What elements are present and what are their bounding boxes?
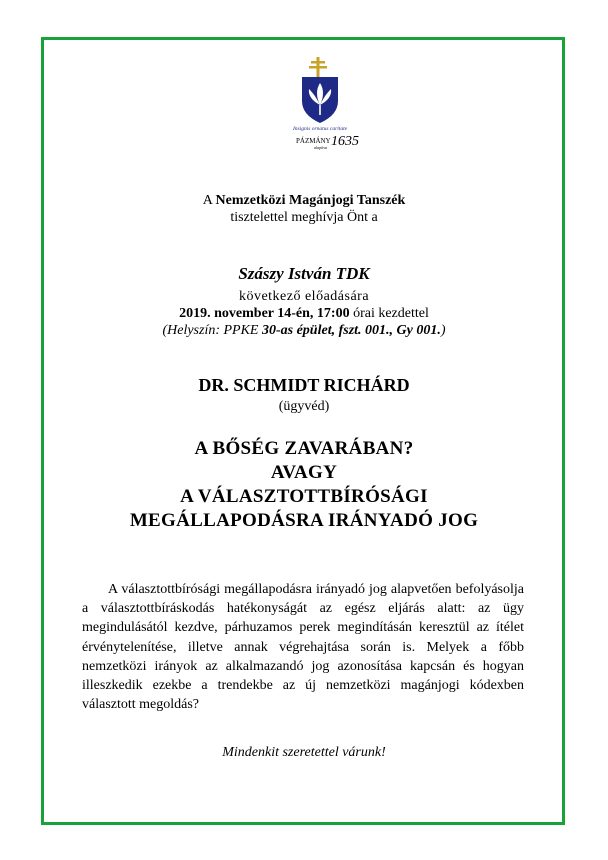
logo-brand: PÁZMÁNY bbox=[296, 137, 331, 145]
invite-line: tisztelettel meghívja Önt a bbox=[230, 210, 378, 225]
abstract-paragraph: A választottbírósági megállapodásra irányadó jog alapvetően befolyásolja a választottbíráskodás hatékonyságát az egész eljárás alatt: az ügy megindulásától kezdve, párhuzamos perek megindításán keresztül az ítélet érvénytelenítése, illetve annak végrehajtása során is. Melyek a főbb nemzetközi irányok az alkalmazandó jog azonosítása kapcsán és hogyan illeszkedik ezekbe a trendekbe az új nemzetközi magánjogi kódexben választott megoldás? bbox=[82, 582, 524, 713]
lecture-title-1: A BŐSÉG ZAVARÁBAN? bbox=[194, 438, 414, 459]
cross-icon bbox=[309, 57, 327, 77]
location-line: (Helyszín: PPKE 30-as épület, fszt. 001., Gy 001.) bbox=[162, 323, 446, 338]
location: 30-as épület, fszt. 001., Gy 001. bbox=[261, 323, 441, 338]
lecture-title-4: MEGÁLLAPODÁSRA IRÁNYADÓ JOG bbox=[129, 510, 479, 531]
logo-motto: Insignis ornatus caritate bbox=[292, 126, 348, 132]
logo-tagline: alapítva bbox=[314, 145, 328, 150]
next-lecture-line: következő előadására bbox=[238, 289, 370, 304]
lecture-title-3: A VÁLASZTOTTBÍRÓSÁGI bbox=[180, 486, 428, 507]
date-line: 2019. november 14-én, 17:00 órai kezdettel bbox=[179, 306, 429, 321]
lecture-title-2: AVAGY bbox=[270, 462, 338, 483]
department-name: Nemzetközi Magánjogi Tanszék bbox=[215, 193, 406, 208]
tdk-name: Szászy István TDK bbox=[238, 264, 370, 283]
speaker-name: DR. SCHMIDT RICHÁRD bbox=[198, 375, 410, 395]
department-line: A Nemzetközi Magánjogi Tanszék bbox=[202, 193, 406, 208]
speaker-role: (ügyvéd) bbox=[278, 399, 330, 414]
logo-year: 1635 bbox=[331, 134, 359, 149]
ppke-logo bbox=[272, 55, 368, 150]
closing-line: Mindenkit szeretettel várunk! bbox=[222, 745, 386, 760]
event-date: 2019. november 14-én, 17:00 bbox=[179, 306, 350, 321]
